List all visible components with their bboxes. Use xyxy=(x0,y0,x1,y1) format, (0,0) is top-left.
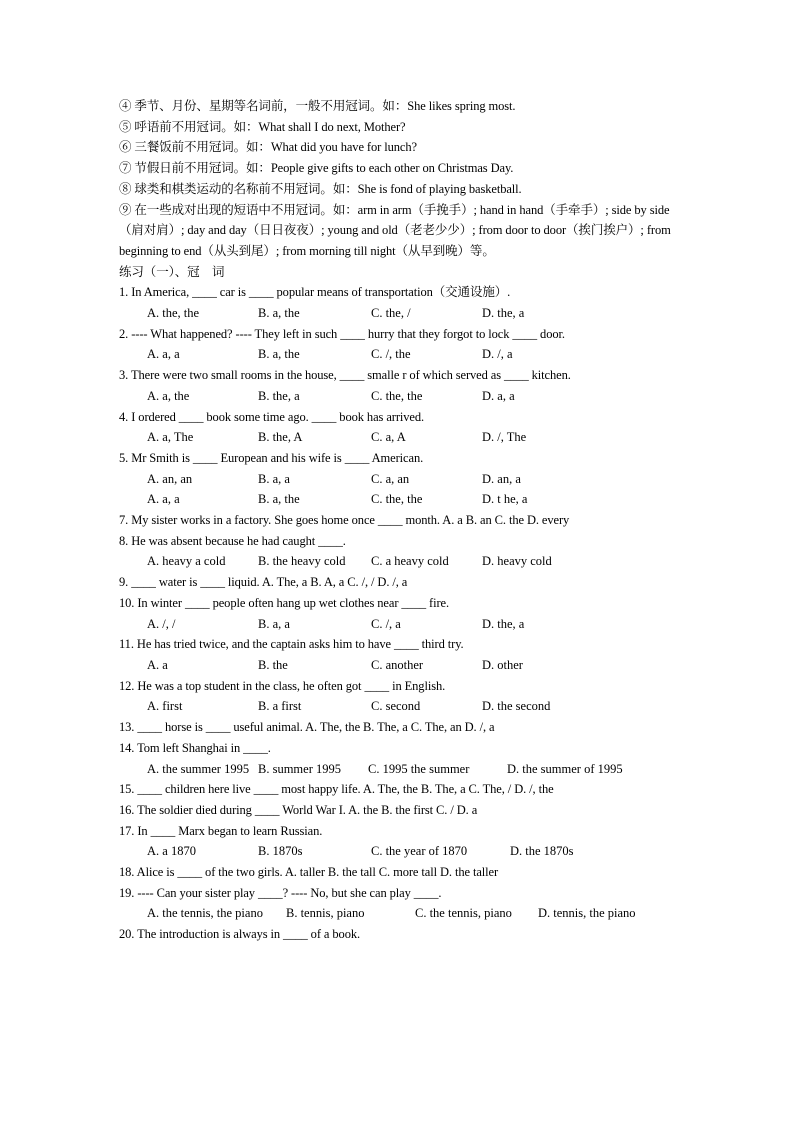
option-c: C. the year of 1870 xyxy=(371,844,468,859)
question-4: 4. I ordered ____ book some time ago. ____ book has arrived. xyxy=(119,409,425,424)
question-12: 12. He was a top student in the class, he often got ____ in English. xyxy=(119,678,446,693)
question-9: 9. ____ water is ____ liquid. A. The, a B. A, a C. /, / D. /, a xyxy=(119,575,408,590)
option-c: C. the, the xyxy=(371,492,423,507)
rule-line: ⑧ 球类和棋类运动的名称前不用冠词。如：She is fond of playing basketball. xyxy=(119,181,522,196)
option-a: A. /, / xyxy=(147,616,176,631)
question-10-options xyxy=(119,614,679,635)
rule-paragraph: ⑨ 在一些成对出现的短语中不用冠词。如：arm in arm（手挽手）; hand in hand（手牵手）; side by side（肩对肩）; day and day（日日夜夜）; young and old（老老少少）; from door to door（挨门挨户）; from beginning to end（从头到尾）; from morning till night（从早到晚）等。 xyxy=(119,202,671,258)
option-b: B. a, a xyxy=(258,471,290,486)
option-d: D. the, a xyxy=(482,616,525,631)
option-a: A. the tennis, the piano xyxy=(147,906,263,921)
question-12-options xyxy=(119,696,679,717)
question-11: 11. He has tried twice, and the captain asks him to have ____ third try. xyxy=(119,637,464,652)
option-d: D. a, a xyxy=(482,388,515,403)
rule-line: ⑥ 三餐饭前不用冠词。如：What did you have for lunch? xyxy=(119,140,417,155)
option-d: D. an, a xyxy=(482,471,521,486)
option-b: B. the, a xyxy=(258,388,300,403)
option-c: C. another xyxy=(371,657,424,672)
option-a: A. a, The xyxy=(147,430,194,445)
question-15: 15. ____ children here live ____ most happy life. A. The, the B. The, a C. The, / D. /, the xyxy=(119,782,554,797)
option-a: A. heavy a cold xyxy=(147,554,226,569)
option-a: A. first xyxy=(147,699,183,714)
option-b: B. tennis, piano xyxy=(286,906,365,921)
option-d: D. /, a xyxy=(482,347,513,362)
option-c: C. the, / xyxy=(371,306,411,321)
question-16: 16. The soldier died during ____ World War I. A. the B. the first C. / D. a xyxy=(119,802,478,817)
option-b: B. a first xyxy=(258,699,302,714)
option-a: A. the, the xyxy=(147,306,200,321)
option-a: A. a xyxy=(147,657,168,672)
option-b: B. 1870s xyxy=(258,844,303,859)
option-c: C. a, an xyxy=(371,471,410,486)
option-c: C. /, a xyxy=(371,616,401,631)
question-20: 20. The introduction is always in ____ of a book. xyxy=(119,927,361,942)
question-3-options xyxy=(119,386,679,407)
question-6-options xyxy=(119,489,679,510)
option-d: D. the summer of 1995 xyxy=(507,761,623,776)
question-13: 13. ____ horse is ____ useful animal. A. The, the B. The, a C. The, an D. /, a xyxy=(119,720,495,735)
option-b: B. the heavy cold xyxy=(258,554,346,569)
question-3: 3. There were two small rooms in the house, ____ smalle r of which served as ____ kitchen. xyxy=(119,368,571,383)
question-17: 17. In ____ Marx began to learn Russian. xyxy=(119,823,323,838)
option-d: D. other xyxy=(482,657,523,672)
option-b: B. a, the xyxy=(258,347,300,362)
question-2-options xyxy=(119,344,679,365)
option-a: A. a, a xyxy=(147,492,180,507)
option-a: A. a, a xyxy=(147,347,180,362)
question-8-options xyxy=(119,551,679,572)
question-1-options xyxy=(119,303,679,324)
question-10: 10. In winter ____ people often hang up wet clothes near ____ fire. xyxy=(119,595,450,610)
option-b: B. a, the xyxy=(258,306,300,321)
option-c: C. a heavy cold xyxy=(371,554,449,569)
question-14: 14. Tom left Shanghai in ____. xyxy=(119,740,271,755)
option-c: C. the, the xyxy=(371,388,423,403)
question-1: 1. In America, ____ car is ____ popular means of transportation（交通设施）. xyxy=(119,285,511,300)
option-d: D. the, a xyxy=(482,306,525,321)
option-c: C. /, the xyxy=(371,347,411,362)
option-b: B. the xyxy=(258,657,288,672)
option-c: C. a, A xyxy=(371,430,406,445)
rule-line: ⑦ 节假日前不用冠词。如：People give gifts to each other on Christmas Day. xyxy=(119,161,514,176)
question-17-options xyxy=(119,841,679,862)
option-d: D. /, The xyxy=(482,430,527,445)
option-b: B. summer 1995 xyxy=(258,761,341,776)
option-b: B. a, the xyxy=(258,492,300,507)
option-d: D. tennis, the piano xyxy=(538,906,636,921)
option-a: A. a 1870 xyxy=(147,844,196,859)
option-d: D. t he, a xyxy=(482,492,528,507)
option-c: C. 1995 the summer xyxy=(368,761,470,776)
question-4-options xyxy=(119,427,679,448)
question-11-options xyxy=(119,655,679,676)
question-18: 18. Alice is ____ of the two girls. A. taller B. the tall C. more tall D. the taller xyxy=(119,865,499,880)
exercise-title: 练习（一）、冠 词 xyxy=(119,264,225,279)
option-b: B. a, a xyxy=(258,616,290,631)
question-7: 7. My sister works in a factory. She goes home once ____ month. A. a B. an C. the D. every xyxy=(119,513,570,528)
option-c: C. the tennis, piano xyxy=(415,906,512,921)
option-d: D. heavy cold xyxy=(482,554,552,569)
rule-line: ④ 季节、月份、星期等名词前，一般不用冠词。如：She likes spring most. xyxy=(119,99,516,113)
question-14-options xyxy=(119,759,679,780)
question-5: 5. Mr Smith is ____ European and his wife is ____ American. xyxy=(119,450,424,465)
document-page xyxy=(119,96,679,945)
option-a: A. the summer 1995 xyxy=(147,761,250,776)
question-19: 19. ---- Can your sister play ____? ---- No, but she can play ____. xyxy=(119,885,442,900)
option-a: A. a, the xyxy=(147,388,190,403)
question-5-options xyxy=(119,469,679,490)
option-d: D. the second xyxy=(482,699,551,714)
question-19-options xyxy=(119,903,679,924)
question-8: 8. He was absent because he had caught ____. xyxy=(119,533,346,548)
option-b: B. the, A xyxy=(258,430,303,445)
option-a: A. an, an xyxy=(147,471,193,486)
question-2: 2. ---- What happened? ---- They left in such ____ hurry that they forgot to lock ____ door. xyxy=(119,326,565,341)
option-c: C. second xyxy=(371,699,421,714)
rule-line: ⑤ 呼语前不用冠词。如：What shall I do next, Mother? xyxy=(119,119,406,134)
option-d: D. the 1870s xyxy=(510,844,574,859)
